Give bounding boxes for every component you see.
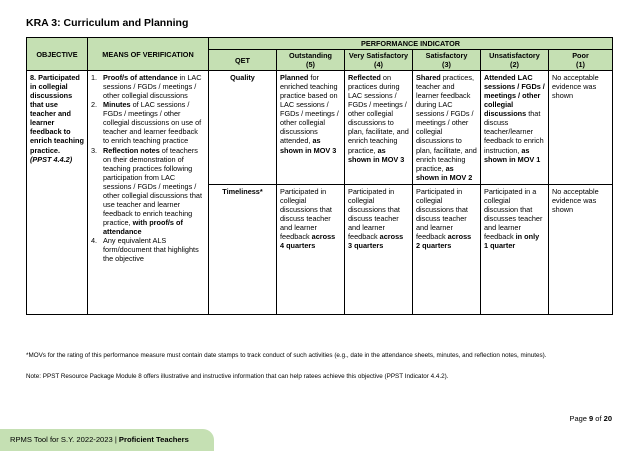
page-title: KRA 3: Curriculum and Planning	[26, 17, 189, 29]
rating-header-very-satisfactory	[345, 50, 413, 71]
quality-poor-cell: No acceptable evidence was shown	[549, 71, 613, 185]
rating-header-unsatisfactory	[481, 50, 549, 71]
timeliness-very-satisfactory-cell: Participated in collegial discussions that discuss teacher and learner feedback across 3 quarters	[345, 184, 413, 314]
page-number: Page 9 of 20	[569, 414, 612, 423]
means-item: 2. Minutes of LAC sessions / FGDs / meetings / other collegial discussions on use of teacher and learner feedback to enrich teaching practice	[91, 100, 202, 146]
footer-label: RPMS Tool for S.Y. 2022-2023 | Proficient Teachers	[10, 435, 189, 444]
means-item: 3. Reflection notes of teachers on their demonstration of teaching practices following participation from LAC sessions / FGDs / meetings / other collegial discussions that use teacher and learner feedback to enrich teaching practice, with proof/s of attendance	[91, 145, 202, 236]
timeliness-outstanding-cell: Participated in collegial discussions that discuss teacher and learner feedback across 4 quarters	[277, 184, 345, 314]
performance-rubric-table	[26, 37, 613, 315]
rating-label: Very Satisfactory	[348, 51, 409, 61]
qet-quality-label: Quality	[209, 71, 277, 185]
quality-unsatisfactory-cell: Attended LAC sessions / FGDs / meetings / other collegial discussions that discuss teacher/learner feedback to enrich instruction, as shown in MOV 1	[481, 71, 549, 185]
quality-very-satisfactory-cell: Reflected on practices during LAC sessions / FGDs / meetings / other collegial discussions to plan, facilitate, and enrich teaching practice, as shown in MOV 3	[345, 71, 413, 185]
timeliness-unsatisfactory-cell: Participated in a collegial discussion that discusses teacher and learner feedback in only 1 quarter	[481, 184, 549, 314]
objective-cell	[27, 71, 88, 315]
header-row-1	[27, 38, 613, 50]
means-item: 1. Proof/s of attendance in LAC sessions / FGDs / meetings / other collegial discussions	[91, 73, 202, 101]
rating-score: (1)	[576, 60, 585, 70]
rating-label: Unsatisfactory	[489, 51, 540, 61]
rating-score: (4)	[374, 60, 383, 70]
rating-label: Satisfactory	[425, 51, 468, 61]
rating-header-poor	[549, 50, 613, 71]
means-header: MEANS OF VERIFICATION	[88, 38, 209, 71]
quality-satisfactory-cell: Shared practices, teacher and learner feedback during LAC sessions / FGDs / meetings / other collegial discussions to plan, facilitate, and enrich teaching practice, as shown in MOV 2	[413, 71, 481, 185]
objective-text: 8. Participated in collegial discussions that use teacher and learner feedback to enrich teaching practice.	[30, 73, 84, 155]
rating-header-outstanding	[277, 50, 345, 71]
footer-banner	[0, 429, 214, 451]
means-item: 4. Any equivalent ALS form/document that highlights the objective	[91, 235, 199, 264]
rating-score: (3)	[442, 60, 451, 70]
objective-ppst-ref: (PPST 4.4.2)	[30, 154, 73, 164]
qet-header: QET	[209, 50, 277, 71]
timeliness-poor-cell: No acceptable evidence was shown	[549, 184, 613, 314]
quality-outstanding-cell: Planned for enriched teaching practice based on LAC sessions / FGDs / meetings / other collegial discussions attended, as shown in MOV 3	[277, 71, 345, 185]
qet-timeliness-label: Timeliness*	[209, 184, 277, 314]
timeliness-satisfactory-cell: Participated in collegial discussions that discuss teacher and learner feedback across 2 quarters	[413, 184, 481, 314]
rating-label: Poor	[572, 51, 589, 61]
rating-label: Outstanding	[289, 51, 332, 61]
rating-header-satisfactory	[413, 50, 481, 71]
rating-score: (2)	[510, 60, 519, 70]
performance-indicator-header: PERFORMANCE INDICATOR	[209, 38, 613, 50]
rating-score: (5)	[306, 60, 315, 70]
objective-header: OBJECTIVE	[27, 38, 88, 71]
ppst-note: Note: PPST Resource Package Module 8 offers illustrative and instructive information that can help ratees achieve this objective (PPST Indicator 4.4.2).	[26, 373, 449, 380]
means-cell	[88, 71, 209, 315]
means-list	[91, 73, 205, 263]
movs-footnote: *MOVs for the rating of this performance measure must contain date stamps to track conduct of such activities (e.g., date in the attendance sheets, minutes, and reflection notes, minutes).	[26, 352, 547, 359]
quality-row	[27, 71, 613, 185]
